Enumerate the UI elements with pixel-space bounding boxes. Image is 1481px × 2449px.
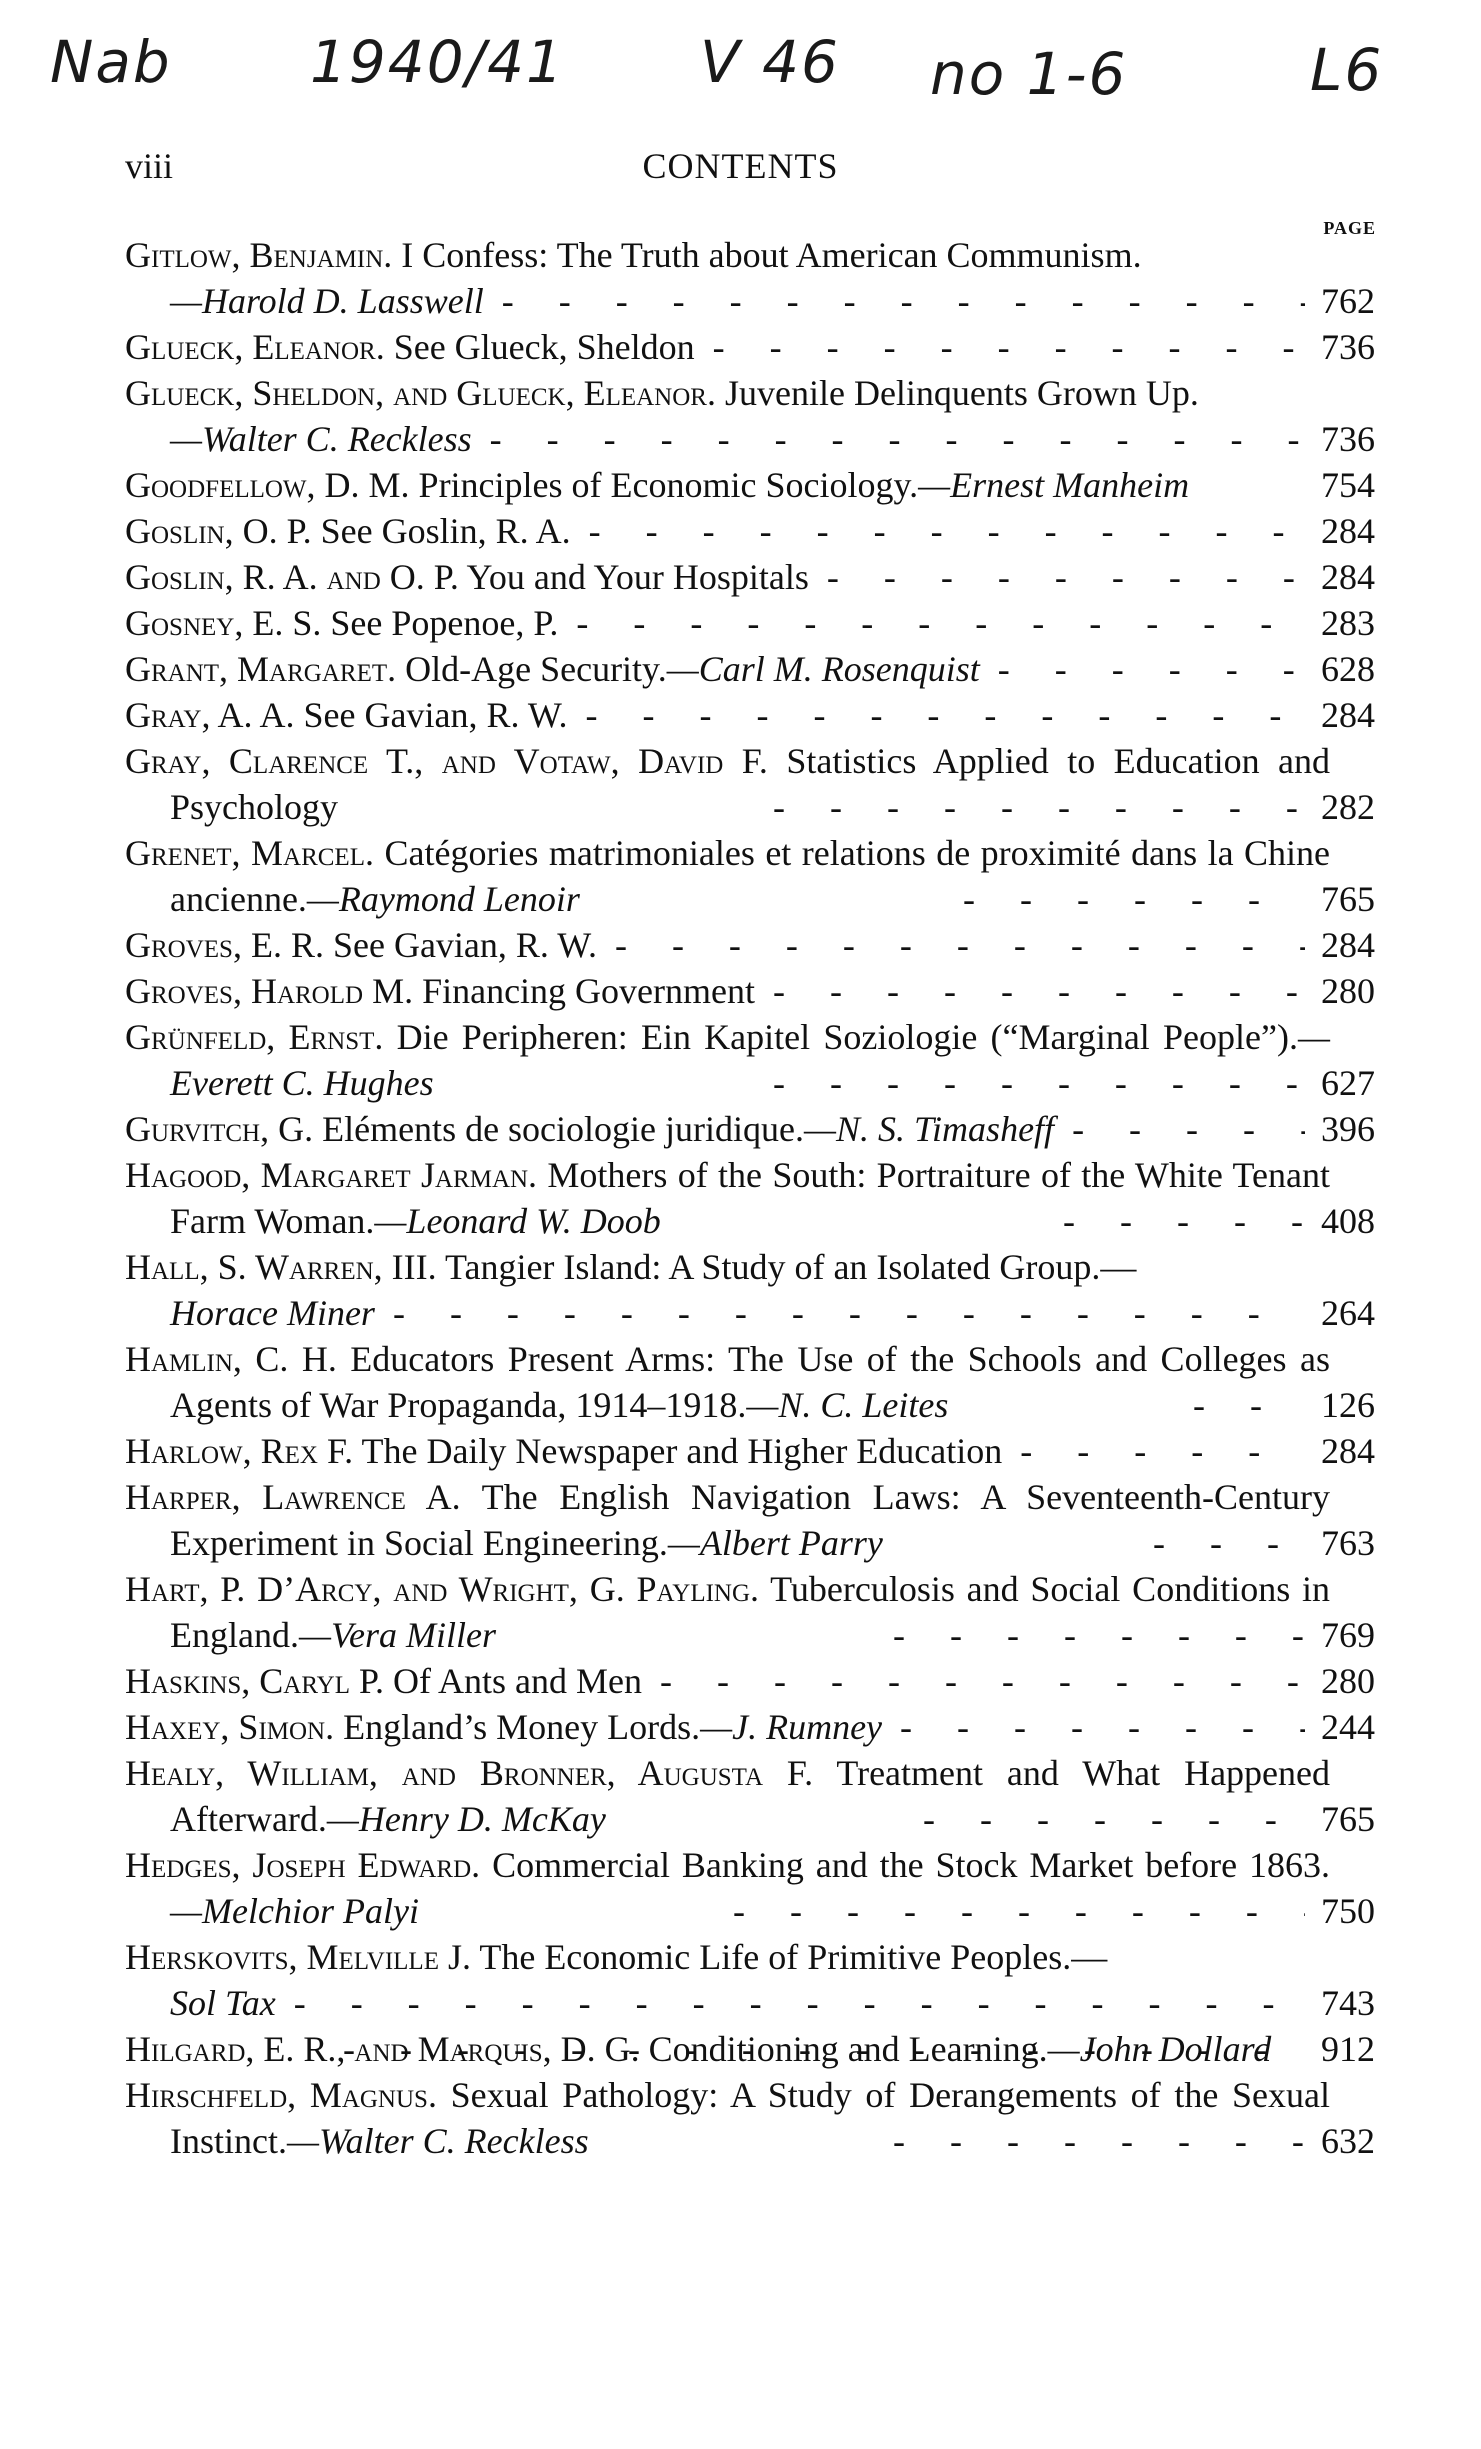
dot-leader (755, 784, 1305, 830)
contents-entry (125, 462, 1375, 508)
author-name: Gosney, E. S. (125, 603, 322, 643)
contents-entry (125, 2072, 1375, 2164)
book-title: Tangier Island: A Study of an Isolated Group.— (445, 1247, 1137, 1287)
book-title: Treatment and What Happened Afterward. (170, 1753, 1331, 1839)
reviewer-name: —Harold D. Lasswell (170, 281, 484, 321)
contents-entry (125, 1014, 1375, 1106)
page-folio: viii (125, 146, 174, 186)
contents-entry (125, 2026, 1375, 2072)
dot-leader (882, 1704, 1305, 1750)
dot-leader (276, 1980, 1305, 2026)
author-name: Hagood, Margaret Jarman. (125, 1155, 538, 1195)
book-title: Old-Age Security. (405, 649, 667, 689)
dot-leader (755, 968, 1305, 1014)
author-name: Gray, A. A. (125, 695, 295, 735)
page-number: 762 (1321, 281, 1375, 321)
author-name: Grenet, Marcel. (125, 833, 374, 873)
author-name: Healy, William, and Bronner, Augusta F. (125, 1753, 814, 1793)
dot-leader (755, 1060, 1305, 1106)
author-name: Herskovits, Melville J. (125, 1937, 471, 1977)
contents-entry (125, 738, 1375, 830)
dot-leader (472, 416, 1305, 462)
author-name: Gray, Clarence T., and Votaw, David F. (125, 741, 768, 781)
contents-entry (125, 1566, 1375, 1658)
contents-entry (125, 1934, 1375, 2026)
page-number: 396 (1321, 1109, 1375, 1149)
dot-leader (809, 554, 1305, 600)
page-number: 284 (1321, 557, 1375, 597)
book-title: Statistics Applied to Education and Psychology (170, 741, 1330, 827)
page-number: 264 (1321, 1293, 1375, 1333)
author-name: Hirschfeld, Magnus. (125, 2075, 437, 2115)
dot-leader (568, 692, 1306, 738)
dot-leader (875, 1612, 1305, 1658)
reviewer-name: —Ernest Manheim (918, 465, 1190, 505)
author-name: Groves, E. R. (125, 925, 324, 965)
author-name: Goslin, O. P. (125, 511, 312, 551)
page-number: 763 (1321, 1523, 1375, 1563)
reviewer-name: —Raymond Lenoir (306, 879, 580, 919)
contents-entry (125, 1428, 1375, 1474)
contents-entry (125, 646, 1375, 692)
book-title: Juvenile Delinquents Grown Up. (724, 373, 1199, 413)
reviewer-name: —Melchior Palyi (170, 1891, 419, 1931)
page-number: 632 (1321, 2121, 1375, 2161)
dot-leader (642, 1658, 1305, 1704)
reviewer-name: —Walter C. Reckless (170, 419, 472, 459)
book-title: Of Ants and Men (393, 1661, 642, 1701)
book-title: Eléments de sociologie juridique. (322, 1109, 804, 1149)
page-title: CONTENTS (642, 146, 839, 186)
author-name: Hilgard, E. R., and Marquis, D. G. (125, 2029, 640, 2069)
contents-entry (125, 1336, 1375, 1428)
reviewer-name: —John Dollard (1047, 2029, 1272, 2069)
book-title: See Popenoe, P. (330, 603, 559, 643)
contents-entry (125, 508, 1375, 554)
dot-leader (1135, 1520, 1305, 1566)
page-number: 912 (1321, 2029, 1375, 2069)
page-number: 743 (1321, 1983, 1375, 2023)
page-number: 280 (1321, 971, 1375, 1011)
book-title: Commercial Banking and the Stock Market before 1863. (492, 1845, 1331, 1885)
book-title: Conditioning and Learning. (648, 2029, 1048, 2069)
contents-entry (125, 1750, 1375, 1842)
contents-entry (125, 692, 1375, 738)
author-name: Glueck, Eleanor. (125, 327, 385, 367)
contents-entry (125, 232, 1375, 324)
author-name: Haxey, Simon. (125, 1707, 335, 1747)
book-title: Catégories matrimoniales et relations de proximité dans la Chine ancienne. (170, 833, 1331, 919)
reviewer-name: —Carl M. Rosenquist (666, 649, 980, 689)
handwritten-mark: L6 (1310, 36, 1384, 104)
book-title: The English Navigation Laws: A Seventeenth-Century Experiment in Social Engineering. (170, 1477, 1330, 1563)
book-title: Financing Government (422, 971, 756, 1011)
book-title: Mothers of the South: Portraiture of the White Tenant Farm Woman. (170, 1155, 1330, 1241)
dot-leader (945, 876, 1305, 922)
contents-entry (125, 922, 1375, 968)
dot-leader (597, 922, 1305, 968)
page-column-label: PAGE (1323, 218, 1376, 238)
page-number: 284 (1321, 511, 1375, 551)
book-title: See Glueck, Sheldon (393, 327, 695, 367)
page-number: 628 (1321, 649, 1375, 689)
dot-leader (695, 324, 1305, 370)
contents-entry (125, 1474, 1375, 1566)
reviewer-name: —Walter C. Reckless (286, 2121, 589, 2161)
page-number: 765 (1321, 1799, 1375, 1839)
contents-entry (125, 1106, 1375, 1152)
contents-entry (125, 370, 1375, 462)
author-name: Goslin, R. A. and O. P. (125, 557, 459, 597)
page-number: 283 (1321, 603, 1375, 643)
author-name: Hall, S. Warren, III. (125, 1247, 437, 1287)
book-title: The Daily Newspaper and Higher Education (361, 1431, 1003, 1471)
reviewer-name: —Leonard W. Doob (374, 1201, 661, 1241)
reviewer-name: —Albert Parry (667, 1523, 883, 1563)
book-title: See Gavian, R. W. (303, 695, 568, 735)
contents-entry (125, 554, 1375, 600)
dot-leader (1175, 1382, 1305, 1428)
page-number: 126 (1321, 1385, 1375, 1425)
author-name: Goodfellow, D. M. (125, 465, 410, 505)
page-number: 280 (1321, 1661, 1375, 1701)
book-title: Principles of Economic Sociology. (418, 465, 919, 505)
author-name: Harlow, Rex F. (125, 1431, 354, 1471)
book-title: See Gavian, R. W. (332, 925, 597, 965)
page-number: 750 (1321, 1891, 1375, 1931)
reviewer-name: Horace Miner (170, 1293, 375, 1333)
author-name: Gitlow, Benjamin. (125, 235, 393, 275)
page-number: 284 (1321, 1431, 1375, 1471)
contents-entry (125, 1842, 1375, 1934)
book-title: Educators Present Arms: The Use of the Schools and Colleges as Agents of War Propaganda, 1914–1918. (170, 1339, 1330, 1425)
book-title: Sexual Pathology: A Study of Derangements of the Sexual Instinct. (170, 2075, 1331, 2161)
page-number: 736 (1321, 327, 1375, 367)
dot-leader (1002, 1428, 1305, 1474)
handwritten-mark: 1940/41 (310, 28, 565, 96)
page-number: 736 (1321, 419, 1375, 459)
handwritten-mark: V 46 (700, 28, 840, 96)
page-number: 408 (1321, 1201, 1375, 1241)
contents-entry (125, 324, 1375, 370)
author-name: Hamlin, C. H. (125, 1339, 337, 1379)
page-number: 284 (1321, 925, 1375, 965)
reviewer-name: Sol Tax (170, 1983, 276, 2023)
page-number: 284 (1321, 695, 1375, 735)
contents-entry (125, 1704, 1375, 1750)
contents-entry (125, 1244, 1375, 1336)
book-title: Tuberculosis and Social Conditions in England. (170, 1569, 1330, 1655)
reviewer-name: —Everett C. Hughes (170, 1017, 1330, 1103)
author-name: Hedges, Joseph Edward. (125, 1845, 481, 1885)
handwritten-mark: Nab (50, 28, 172, 96)
author-name: Grünfeld, Ernst. (125, 1017, 384, 1057)
contents-entry (125, 968, 1375, 1014)
dot-leader (1054, 1106, 1305, 1152)
handwritten-mark: no 1-6 (930, 40, 1128, 108)
author-name: Groves, Harold M. (125, 971, 414, 1011)
dot-leader (325, 2026, 1305, 2072)
contents-entry (125, 600, 1375, 646)
reviewer-name: —J. Rumney (700, 1707, 883, 1747)
book-title: The Economic Life of Primitive Peoples.— (479, 1937, 1108, 1977)
page-number: 754 (1321, 465, 1375, 505)
author-name: Glueck, Sheldon, and Glueck, Eleanor. (125, 373, 716, 413)
page-number: 627 (1321, 1063, 1375, 1103)
contents-entry (125, 830, 1375, 922)
book-title: You and Your Hospitals (466, 557, 809, 597)
contents-list (125, 232, 1375, 2164)
page-number: 282 (1321, 787, 1375, 827)
dot-leader (980, 646, 1305, 692)
book-title: I Confess: The Truth about American Communism. (401, 235, 1142, 275)
book-title: Die Peripheren: Ein Kapitel Soziologie (“Marginal People”). (396, 1017, 1298, 1057)
reviewer-name: —N. S. Timasheff (804, 1109, 1055, 1149)
reviewer-name: —Henry D. McKay (326, 1799, 606, 1839)
author-name: Grant, Margaret. (125, 649, 397, 689)
dot-leader (484, 278, 1305, 324)
page-number: 244 (1321, 1707, 1375, 1747)
dot-leader (1045, 1198, 1305, 1244)
author-name: Hart, P. D’Arcy, and Wright, G. Payling. (125, 1569, 760, 1609)
book-title: See Goslin, R. A. (320, 511, 571, 551)
reviewer-name: —N. C. Leites (746, 1385, 949, 1425)
contents-entry (125, 1658, 1375, 1704)
dot-leader (715, 1888, 1305, 1934)
dot-leader (558, 600, 1305, 646)
author-name: Haskins, Caryl P. (125, 1661, 385, 1701)
dot-leader (571, 508, 1305, 554)
dot-leader (375, 1290, 1305, 1336)
page-number: 765 (1321, 879, 1375, 919)
dot-leader (875, 2118, 1305, 2164)
reviewer-name: —Vera Miller (298, 1615, 496, 1655)
dot-leader (905, 1796, 1305, 1842)
contents-entry (125, 1152, 1375, 1244)
author-name: Harper, Lawrence A. (125, 1477, 461, 1517)
author-name: Gurvitch, G. (125, 1109, 314, 1149)
book-title: England’s Money Lords. (343, 1707, 701, 1747)
page-number: 769 (1321, 1615, 1375, 1655)
